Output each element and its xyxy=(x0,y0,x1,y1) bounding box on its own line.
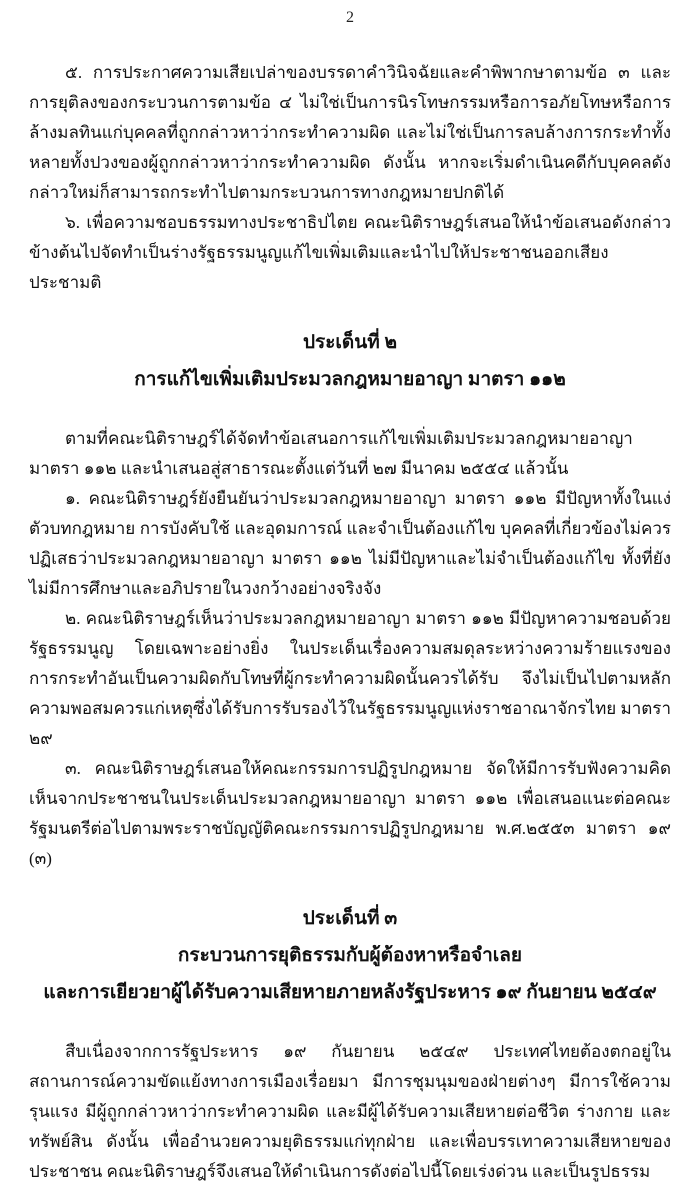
document-content xyxy=(0,58,700,1187)
section2-paragraph-item-1: ๑. คณะนิติราษฎร์ยังยืนยันว่าประมวลกฎหมายอาญา มาตรา ๑๑๒ มีปัญหาทั้งในแง่ตัวบทกฎหมาย การบังคับใช้ และอุดมการณ์ และจำเป็นต้องแก้ไข บุคคลที่เกี่ยวข้องไม่ควรปฏิเสธว่าประมวลกฎหมายอาญา มาตรา ๑๑๒ ไม่มีปัญหาและไม่จำเป็นต้องแก้ไข ทั้งที่ยังไม่มีการศึกษาและอภิปรายในวงกว้างอย่างจริงจัง xyxy=(29,489,671,598)
section2-subheading: การแก้ไขเพิ่มเติมประมวลกฎหมายอาญา มาตรา ๑๑๒ xyxy=(134,369,566,390)
paragraph-item-6: ๖. เพื่อความชอบธรรมทางประชาธิปไตย คณะนิติราษฎร์เสนอให้นำข้อเสนอดังกล่าวข้างต้นไปจัดทำเป็นร่างรัฐธรรมนูญแก้ไขเพิ่มเติมและนำไปให้ประชาชนออกเสียงประชามติ xyxy=(29,213,671,292)
page-number: 2 xyxy=(346,9,354,26)
paragraph-item-5: ๕. การประกาศความเสียเปล่าของบรรดาคำวินิจฉัยและคำพิพากษาตามข้อ ๓ และการยุติลงของกระบวนการตามข้อ ๔ ไม่ใช่เป็นการนิรโทษกรรมหรือการอภัยโทษหรือการล้างมลทินแก่บุคคลที่ถูกกล่าวหาว่ากระทำความผิด และไม่ใช่เป็นการลบล้างการกระทำทั้งหลายทั้งปวงของผู้ถูกกล่าวหาว่ากระทำความผิด ดังนั้น หากจะเริ่มดำเนินคดีกับบุคคลดังกล่าวใหม่ก็สามารถกระทำไปตามกระบวนการทางกฎหมายปกติได้ xyxy=(29,63,671,202)
section3-paragraph-intro: สืบเนื่องจากการรัฐประหาร ๑๙ กันยายน ๒๕๔๙ ประเทศไทยต้องตกอยู่ในสถานการณ์ความขัดแย้งทางการเมืองเรื่อยมา มีการชุมนุมของฝ่ายต่างๆ มีการใช้ความรุนแรง มีผู้ถูกกล่าวหาว่ากระทำความผิด และมีผู้ได้รับความเสียหายต่อชีวิต ร่างกาย และทรัพย์สิน ดังนั้น เพื่ออำนวยความยุติธรรมแก่ทุกฝ่าย และเพื่อบรรเทาความเสียหายของประชาชน คณะนิติราษฎร์จึงเสนอให้ดำเนินการดังต่อไปนี้โดยเร่งด่วน และเป็นรูปธรรม xyxy=(29,1042,671,1181)
section3-heading: ประเด็นที่ ๓ xyxy=(302,908,398,929)
section2-paragraph-item-2: ๒. คณะนิติราษฎร์เห็นว่าประมวลกฎหมายอาญา มาตรา ๑๑๒ มีปัญหาความชอบด้วยรัฐธรรมนูญ โดยเฉพาะอย่างยิ่ง ในประเด็นเรื่องความสมดุลระหว่างความร้ายแรงของการกระทำอันเป็นความผิดกับโทษที่ผู้กระทำความผิดนั้นควรได้รับ จึงไม่เป็นไปตามหลักความพอสมควรแก่เหตุซึ่งได้รับการรับรองไว้ในรัฐธรรมนูญแห่งราชอาณาจักรไทย มาตรา ๒๙ xyxy=(29,609,671,748)
section3-subheading-line2: และการเยียวยาผู้ได้รับความเสียหายภายหลังรัฐประหาร ๑๙ กันยายน ๒๕๔๙ xyxy=(43,982,657,1003)
section2-paragraph-intro: ตามที่คณะนิติราษฎร์ได้จัดทำข้อเสนอการแก้ไขเพิ่มเติมประมวลกฎหมายอาญา มาตรา ๑๑๒ และนำเสนอสู่สาธารณะตั้งแต่วันที่ ๒๗ มีนาคม ๒๕๕๔ แล้วนั้น xyxy=(29,429,633,478)
section2-paragraph-item-3: ๓. คณะนิติราษฎร์เสนอให้คณะกรรมการปฏิรูปกฎหมาย จัดให้มีการรับฟังความคิดเห็นจากประชาชนในประเด็นประมวลกฎหมายอาญา มาตรา ๑๑๒ เพื่อเสนอแนะต่อคณะรัฐมนตรีต่อไปตามพระราชบัญญัติคณะกรรมการปฏิรูปกฎหมาย พ.ศ.๒๕๕๓ มาตรา ๑๙ (๓) xyxy=(29,759,671,868)
section3-heading-block xyxy=(29,900,671,1011)
section2-heading: ประเด็นที่ ๒ xyxy=(302,332,398,353)
section2-heading-block xyxy=(29,324,671,398)
section3-subheading-line1: กระบวนการยุติธรรมกับผู้ต้องหาหรือจำเลย xyxy=(177,945,523,966)
